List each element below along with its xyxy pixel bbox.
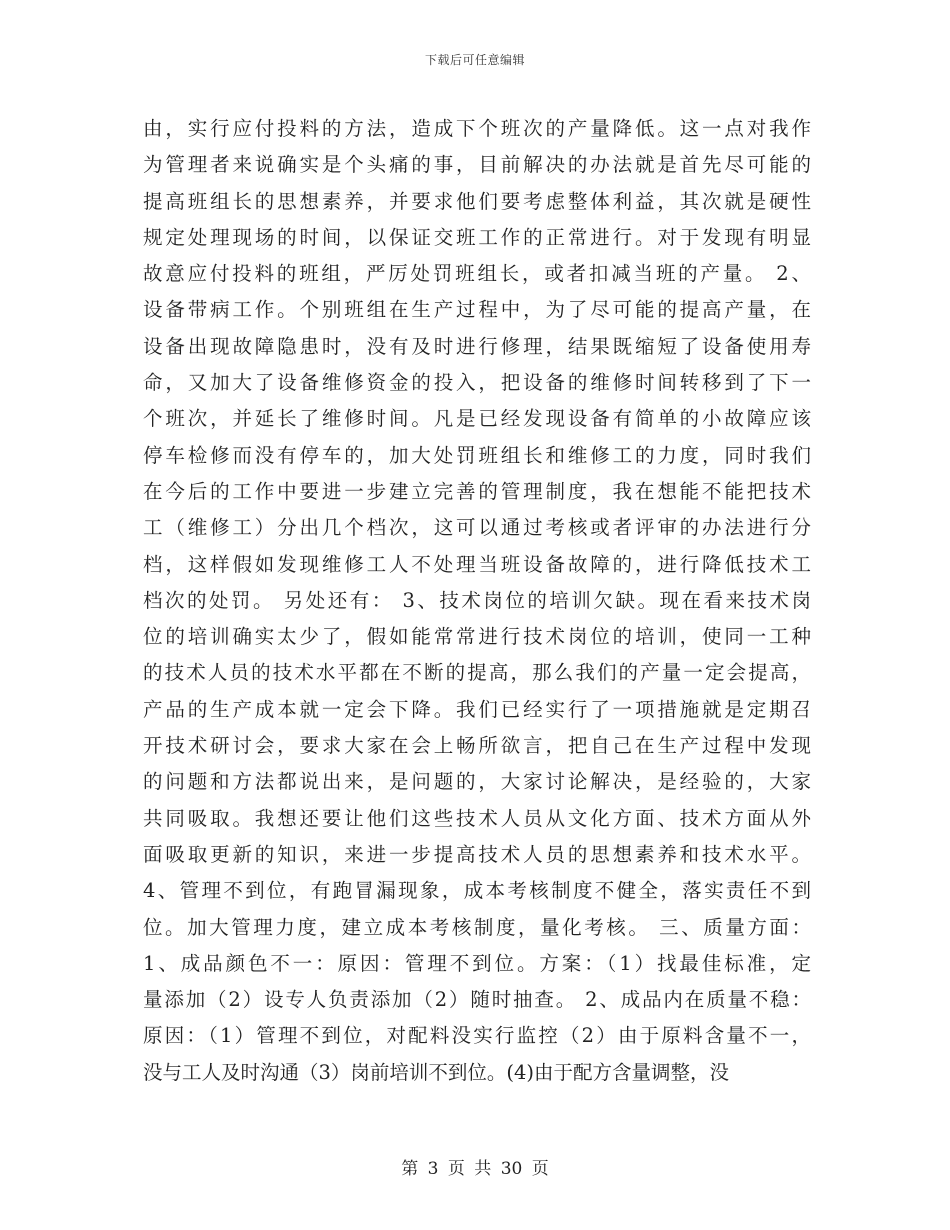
text-line: 位。加大管理力度，建立成本考核制度，量化考核。 三、质量方面：: [143, 915, 811, 939]
text-line: 规定处理现场的时间，以保证交班工作的正常进行。对于发现有明显: [143, 225, 811, 249]
text-line: 共同吸取。我想还要让他们这些技术人员从文化方面、技术方面从外: [143, 806, 811, 830]
text-line: 工（维修工）分出几个档次，这可以通过考核或者评审的办法进行分: [143, 516, 811, 540]
text-line: 个班次，并延长了维修时间。凡是已经发现设备有简单的小故障应该: [143, 407, 811, 431]
text-line: 原因：（1）管理不到位，对配料没实行监控（2）由于原料含量不一，: [143, 1024, 811, 1048]
text-line: 面吸取更新的知识，来进一步提高技术人员的思想素养和技术水平。: [143, 842, 811, 866]
text-line: 1、成品颜色不一：原因：管理不到位。方案：（1）找最佳标准，定: [143, 951, 811, 975]
text-line: 产品的生产成本就一定会下降。我们已经实行了一项措施就是定期召: [143, 697, 811, 721]
document-body: [143, 111, 811, 1091]
text-line: 提高班组长的思想素养，并要求他们要考虑整体利益，其次就是硬性: [143, 189, 811, 213]
text-line: 停车检修而没有停车的，加大处罚班组长和维修工的力度，同时我们: [143, 443, 811, 467]
text-line: 没与工人及时沟通（3）岗前培训不到位。(4)由于配方含量调整，没: [143, 1060, 730, 1084]
text-line: 设备出现故障隐患时，没有及时进行修理，结果既缩短了设备使用寿: [143, 334, 811, 358]
text-line: 设备带病工作。个别班组在生产过程中，为了尽可能的提高产量，在: [143, 298, 811, 322]
text-line: 由，实行应付投料的方法，造成下个班次的产量降低。这一点对我作: [143, 117, 811, 140]
page-header: 下载后可任意编辑: [424, 53, 525, 67]
text-line: 为管理者来说确实是个头痛的事，目前解决的办法就是首先尽可能的: [143, 153, 811, 177]
text-line: 故意应付投料的班组，严厉处罚班组长，或者扣减当班的产量。 2、: [143, 262, 811, 286]
text-line: 的技术人员的技术水平都在不断的提高，那么我们的产量一定会提高，: [143, 661, 811, 685]
text-line: 开技术研讨会，要求大家在会上畅所欲言，把自己在生产过程中发现: [143, 734, 811, 758]
text-line: 档，这样假如发现维修工人不处理当班设备故障的，进行降低技术工: [143, 552, 811, 576]
text-line: 量添加（2）设专人负责添加（2）随时抽查。 2、成品内在质量不稳：: [143, 988, 811, 1012]
text-line: 命，又加大了设备维修资金的投入，把设备的维修时间转移到了下一: [143, 371, 811, 395]
text-line: 档次的处罚。 另处还有： 3、技术岗位的培训欠缺。现在看来技术岗: [143, 588, 811, 612]
page-footer: 第 3 页 共 30 页: [401, 1159, 549, 1179]
text-line: 位的培训确实太少了，假如能常常进行技术岗位的培训，使同一工种: [143, 625, 811, 649]
text-line: 在今后的工作中要进一步建立完善的管理制度，我在想能不能把技术: [143, 479, 811, 503]
text-line: 4、管理不到位，有跑冒漏现象，成本考核制度不健全，落实责任不到: [143, 879, 811, 903]
text-line: 的问题和方法都说出来，是问题的，大家讨论解决，是经验的，大家: [143, 770, 811, 794]
